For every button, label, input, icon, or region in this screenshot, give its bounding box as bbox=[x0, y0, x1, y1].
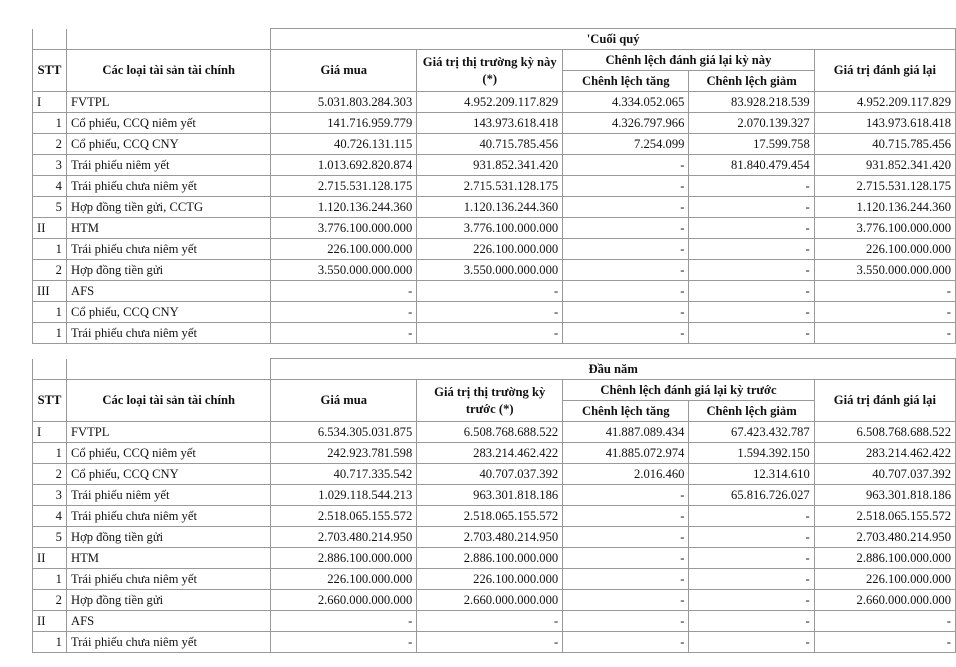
asset-name-cell: Trái phiếu niêm yết bbox=[66, 155, 270, 176]
stt-cell: 3 bbox=[33, 155, 67, 176]
stt-cell: 2 bbox=[33, 464, 67, 485]
market-value-cell: 143.973.618.418 bbox=[417, 113, 563, 134]
market-value-cell: 2.703.480.214.950 bbox=[417, 527, 563, 548]
stt-cell: 1 bbox=[33, 239, 67, 260]
revalued-value-cell: - bbox=[814, 323, 955, 344]
table-row bbox=[33, 632, 956, 653]
purchase-price-cell: 40.726.131.115 bbox=[271, 134, 417, 155]
purchase-price-cell: - bbox=[271, 281, 417, 302]
asset-name-cell: Trái phiếu chưa niêm yết bbox=[66, 176, 270, 197]
asset-name-cell: Trái phiếu niêm yết bbox=[66, 485, 270, 506]
stt-cell: 4 bbox=[33, 176, 67, 197]
purchase-price-cell: 6.534.305.031.875 bbox=[271, 422, 417, 443]
decrease-cell: - bbox=[689, 506, 814, 527]
stt-cell: II bbox=[33, 611, 67, 632]
increase-cell: 4.326.797.966 bbox=[563, 113, 689, 134]
stt-cell: 4 bbox=[33, 506, 67, 527]
stt-cell: 2 bbox=[33, 590, 67, 611]
asset-name-cell: Cổ phiếu, CCQ niêm yết bbox=[66, 443, 270, 464]
increase-cell: 41.885.072.974 bbox=[563, 443, 689, 464]
table-row bbox=[33, 281, 956, 302]
revalued-value-header: Giá trị đánh giá lại bbox=[814, 50, 955, 92]
increase-header: Chênh lệch tăng bbox=[563, 71, 689, 92]
revalued-value-cell: 2.715.531.128.175 bbox=[814, 176, 955, 197]
decrease-cell: 67.423.432.787 bbox=[689, 422, 814, 443]
table-row bbox=[33, 155, 956, 176]
decrease-cell: - bbox=[689, 548, 814, 569]
purchase-price-cell: 2.715.531.128.175 bbox=[271, 176, 417, 197]
decrease-cell: 17.599.758 bbox=[689, 134, 814, 155]
table-row bbox=[33, 302, 956, 323]
increase-cell: - bbox=[563, 197, 689, 218]
purchase-price-cell: - bbox=[271, 632, 417, 653]
purchase-price-cell: 1.013.692.820.874 bbox=[271, 155, 417, 176]
increase-cell: 2.016.460 bbox=[563, 464, 689, 485]
purchase-price-cell: - bbox=[271, 611, 417, 632]
purchase-price-cell: 1.029.118.544.213 bbox=[271, 485, 417, 506]
revalued-value-cell: 963.301.818.186 bbox=[814, 485, 955, 506]
table-row bbox=[33, 260, 956, 281]
market-value-cell: 2.660.000.000.000 bbox=[417, 590, 563, 611]
stt-cell: 1 bbox=[33, 113, 67, 134]
stt-cell: 5 bbox=[33, 197, 67, 218]
revalued-value-cell: 931.852.341.420 bbox=[814, 155, 955, 176]
decrease-cell: 2.070.139.327 bbox=[689, 113, 814, 134]
decrease-cell: - bbox=[689, 260, 814, 281]
asset-name-cell: Trái phiếu chưa niêm yết bbox=[66, 323, 270, 344]
stt-cell: 2 bbox=[33, 134, 67, 155]
decrease-cell: - bbox=[689, 197, 814, 218]
revaluation-diff-header: Chênh lệch đánh giá lại kỳ này bbox=[563, 50, 815, 71]
decrease-header: Chênh lệch giảm bbox=[689, 401, 814, 422]
revalued-value-cell: - bbox=[814, 611, 955, 632]
market-value-cell: 226.100.000.000 bbox=[417, 569, 563, 590]
increase-cell: 4.334.052.065 bbox=[563, 92, 689, 113]
purchase-price-cell: 242.923.781.598 bbox=[271, 443, 417, 464]
increase-cell: - bbox=[563, 548, 689, 569]
increase-cell: 7.254.099 bbox=[563, 134, 689, 155]
asset-name-cell: Trái phiếu chưa niêm yết bbox=[66, 569, 270, 590]
revalued-value-cell: 2.703.480.214.950 bbox=[814, 527, 955, 548]
revalued-value-cell: - bbox=[814, 281, 955, 302]
increase-cell: - bbox=[563, 611, 689, 632]
market-value-cell: 226.100.000.000 bbox=[417, 239, 563, 260]
purchase-price-cell: 3.776.100.000.000 bbox=[271, 218, 417, 239]
year-start-table bbox=[32, 358, 956, 653]
decrease-cell: - bbox=[689, 323, 814, 344]
stt-header-spacer bbox=[33, 29, 67, 50]
decrease-cell: - bbox=[689, 281, 814, 302]
purchase-price-cell: 226.100.000.000 bbox=[271, 569, 417, 590]
stt-cell: II bbox=[33, 218, 67, 239]
increase-cell: 41.887.089.434 bbox=[563, 422, 689, 443]
revalued-value-cell: 6.508.768.688.522 bbox=[814, 422, 955, 443]
revalued-value-cell: 2.518.065.155.572 bbox=[814, 506, 955, 527]
decrease-cell: - bbox=[689, 527, 814, 548]
market-value-header: Giá trị thị trường kỳ này (*) bbox=[417, 50, 563, 92]
market-value-cell: 4.952.209.117.829 bbox=[417, 92, 563, 113]
asset-name-cell: HTM bbox=[66, 548, 270, 569]
purchase-price-cell: 5.031.803.284.303 bbox=[271, 92, 417, 113]
market-value-header: Giá trị thị trường kỳ trước (*) bbox=[417, 380, 563, 422]
market-value-cell: 6.508.768.688.522 bbox=[417, 422, 563, 443]
revalued-value-header: Giá trị đánh giá lại bbox=[814, 380, 955, 422]
increase-header: Chênh lệch tăng bbox=[563, 401, 689, 422]
stt-cell: 2 bbox=[33, 260, 67, 281]
stt-cell: I bbox=[33, 92, 67, 113]
decrease-cell: 81.840.479.454 bbox=[689, 155, 814, 176]
asset-name-cell: Cổ phiếu, CCQ CNY bbox=[66, 302, 270, 323]
increase-cell: - bbox=[563, 569, 689, 590]
asset-name-cell: AFS bbox=[66, 281, 270, 302]
increase-cell: - bbox=[563, 155, 689, 176]
increase-cell: - bbox=[563, 527, 689, 548]
stt-cell: I bbox=[33, 422, 67, 443]
revalued-value-cell: 226.100.000.000 bbox=[814, 569, 955, 590]
decrease-cell: - bbox=[689, 302, 814, 323]
asset-header-spacer bbox=[66, 29, 270, 50]
market-value-cell: 1.120.136.244.360 bbox=[417, 197, 563, 218]
increase-cell: - bbox=[563, 302, 689, 323]
table-row bbox=[33, 134, 956, 155]
decrease-cell: 12.314.610 bbox=[689, 464, 814, 485]
asset-type-header: Các loại tài sản tài chính bbox=[66, 380, 270, 422]
table-row bbox=[33, 422, 956, 443]
purchase-price-cell: 2.703.480.214.950 bbox=[271, 527, 417, 548]
revalued-value-cell: 2.886.100.000.000 bbox=[814, 548, 955, 569]
asset-name-cell: Hợp đồng tiền gửi, CCTG bbox=[66, 197, 270, 218]
purchase-price-cell: - bbox=[271, 302, 417, 323]
table-row bbox=[33, 92, 956, 113]
table-row bbox=[33, 506, 956, 527]
quarter-end-table bbox=[32, 28, 956, 344]
decrease-cell: - bbox=[689, 218, 814, 239]
market-value-cell: 3.776.100.000.000 bbox=[417, 218, 563, 239]
purchase-price-cell: 2.886.100.000.000 bbox=[271, 548, 417, 569]
purchase-price-cell: 40.717.335.542 bbox=[271, 464, 417, 485]
table-row bbox=[33, 323, 956, 344]
asset-name-cell: FVTPL bbox=[66, 92, 270, 113]
stt-header: STT bbox=[33, 50, 67, 92]
decrease-cell: 1.594.392.150 bbox=[689, 443, 814, 464]
purchase-price-cell: 2.518.065.155.572 bbox=[271, 506, 417, 527]
increase-cell: - bbox=[563, 485, 689, 506]
revaluation-diff-header: Chênh lệch đánh giá lại kỳ trước bbox=[563, 380, 815, 401]
revalued-value-cell: - bbox=[814, 302, 955, 323]
increase-cell: - bbox=[563, 632, 689, 653]
table-row bbox=[33, 611, 956, 632]
stt-cell: II bbox=[33, 548, 67, 569]
stt-cell: III bbox=[33, 281, 67, 302]
table-row bbox=[33, 569, 956, 590]
market-value-cell: 40.707.037.392 bbox=[417, 464, 563, 485]
asset-name-cell: Hợp đồng tiền gửi bbox=[66, 260, 270, 281]
increase-cell: - bbox=[563, 260, 689, 281]
asset-name-cell: HTM bbox=[66, 218, 270, 239]
asset-name-cell: Hợp đồng tiền gửi bbox=[66, 527, 270, 548]
stt-cell: 1 bbox=[33, 569, 67, 590]
market-value-cell: 40.715.785.456 bbox=[417, 134, 563, 155]
market-value-cell: 3.550.000.000.000 bbox=[417, 260, 563, 281]
increase-cell: - bbox=[563, 590, 689, 611]
purchase-price-cell: - bbox=[271, 323, 417, 344]
purchase-price-cell: 3.550.000.000.000 bbox=[271, 260, 417, 281]
period-label: Đầu năm bbox=[271, 359, 956, 380]
asset-name-cell: Trái phiếu chưa niêm yết bbox=[66, 239, 270, 260]
increase-cell: - bbox=[563, 239, 689, 260]
asset-name-cell: Hợp đồng tiền gửi bbox=[66, 590, 270, 611]
table-row bbox=[33, 443, 956, 464]
market-value-cell: 283.214.462.422 bbox=[417, 443, 563, 464]
asset-name-cell: Cổ phiếu, CCQ CNY bbox=[66, 134, 270, 155]
market-value-cell: - bbox=[417, 302, 563, 323]
asset-header-spacer bbox=[66, 359, 270, 380]
market-value-cell: 931.852.341.420 bbox=[417, 155, 563, 176]
decrease-cell: 83.928.218.539 bbox=[689, 92, 814, 113]
table-row bbox=[33, 113, 956, 134]
asset-name-cell: FVTPL bbox=[66, 422, 270, 443]
stt-header-spacer bbox=[33, 359, 67, 380]
revalued-value-cell: 3.550.000.000.000 bbox=[814, 260, 955, 281]
decrease-cell: - bbox=[689, 590, 814, 611]
decrease-header: Chênh lệch giảm bbox=[689, 71, 814, 92]
stt-cell: 1 bbox=[33, 443, 67, 464]
stt-header: STT bbox=[33, 380, 67, 422]
stt-cell: 1 bbox=[33, 323, 67, 344]
table-row bbox=[33, 218, 956, 239]
revalued-value-cell: 226.100.000.000 bbox=[814, 239, 955, 260]
revalued-value-cell: 40.715.785.456 bbox=[814, 134, 955, 155]
market-value-cell: - bbox=[417, 632, 563, 653]
stt-cell: 3 bbox=[33, 485, 67, 506]
asset-name-cell: Cổ phiếu, CCQ CNY bbox=[66, 464, 270, 485]
purchase-price-cell: 226.100.000.000 bbox=[271, 239, 417, 260]
decrease-cell: - bbox=[689, 239, 814, 260]
stt-cell: 1 bbox=[33, 632, 67, 653]
table-row bbox=[33, 590, 956, 611]
purchase-price-cell: 1.120.136.244.360 bbox=[271, 197, 417, 218]
table-row bbox=[33, 197, 956, 218]
market-value-cell: 2.886.100.000.000 bbox=[417, 548, 563, 569]
market-value-cell: - bbox=[417, 323, 563, 344]
decrease-cell: - bbox=[689, 176, 814, 197]
revalued-value-cell: 40.707.037.392 bbox=[814, 464, 955, 485]
asset-name-cell: AFS bbox=[66, 611, 270, 632]
market-value-cell: - bbox=[417, 281, 563, 302]
increase-cell: - bbox=[563, 218, 689, 239]
decrease-cell: - bbox=[689, 569, 814, 590]
purchase-price-header: Giá mua bbox=[271, 380, 417, 422]
market-value-cell: - bbox=[417, 611, 563, 632]
increase-cell: - bbox=[563, 506, 689, 527]
asset-name-cell: Trái phiếu chưa niêm yết bbox=[66, 632, 270, 653]
table-row bbox=[33, 485, 956, 506]
revalued-value-cell: 3.776.100.000.000 bbox=[814, 218, 955, 239]
revalued-value-cell: 143.973.618.418 bbox=[814, 113, 955, 134]
table-row bbox=[33, 527, 956, 548]
stt-cell: 5 bbox=[33, 527, 67, 548]
increase-cell: - bbox=[563, 281, 689, 302]
asset-name-cell: Trái phiếu chưa niêm yết bbox=[66, 506, 270, 527]
revalued-value-cell: 283.214.462.422 bbox=[814, 443, 955, 464]
asset-name-cell: Cổ phiếu, CCQ niêm yết bbox=[66, 113, 270, 134]
purchase-price-header: Giá mua bbox=[271, 50, 417, 92]
stt-cell: 1 bbox=[33, 302, 67, 323]
market-value-cell: 2.715.531.128.175 bbox=[417, 176, 563, 197]
purchase-price-cell: 2.660.000.000.000 bbox=[271, 590, 417, 611]
decrease-cell: - bbox=[689, 632, 814, 653]
asset-type-header: Các loại tài sản tài chính bbox=[66, 50, 270, 92]
table-row bbox=[33, 239, 956, 260]
table-row bbox=[33, 176, 956, 197]
revalued-value-cell: 2.660.000.000.000 bbox=[814, 590, 955, 611]
revalued-value-cell: 4.952.209.117.829 bbox=[814, 92, 955, 113]
market-value-cell: 963.301.818.186 bbox=[417, 485, 563, 506]
purchase-price-cell: 141.716.959.779 bbox=[271, 113, 417, 134]
decrease-cell: 65.816.726.027 bbox=[689, 485, 814, 506]
increase-cell: - bbox=[563, 176, 689, 197]
increase-cell: - bbox=[563, 323, 689, 344]
decrease-cell: - bbox=[689, 611, 814, 632]
revalued-value-cell: - bbox=[814, 632, 955, 653]
market-value-cell: 2.518.065.155.572 bbox=[417, 506, 563, 527]
table-row bbox=[33, 464, 956, 485]
table-row bbox=[33, 548, 956, 569]
revalued-value-cell: 1.120.136.244.360 bbox=[814, 197, 955, 218]
period-label: 'Cuối quý bbox=[271, 29, 956, 50]
